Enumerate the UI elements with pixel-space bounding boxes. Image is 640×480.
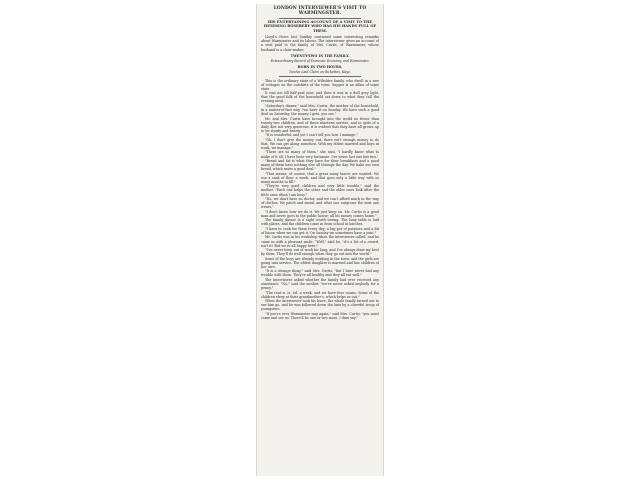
divider [279,18,361,19]
body-paragraph: "If you're ever Warminster way again," said Mrs. Curtis, "you must come and see us. There'll be one or two more, I dare say." [261,311,379,320]
body-paragraph: "Saturday's dinner," said Mrs. Curtis, the mother of the household, in a matter-of-fact way, "we have it on Sunday. We have such a good deal on Saturday, the money I gets, you see." [261,103,379,117]
divider [279,76,361,77]
body-paragraph: "I've never been out of work for long, and I've always done my best by them. They'll do well enough when they go out into the world." [261,248,379,257]
section-heading-born: BORN IN TWO HOURS. [297,64,343,69]
body-paragraph: "I have to cook for them every day; a big pot of potatoes and a bit of bacon when we can get it. On Sunday we sometimes have a joint." [261,226,379,235]
body-paragraph: "They're very good children and very little trouble," said the mother. "Each one helps the other and the elder ones look after the little ones when I am busy." [261,184,379,197]
body-paragraph: "That means, of course, that a great many loaves are wanted. We use a sack of flour a week, and that goes only a little way with so many mouths to fill." [261,171,379,184]
body-paragraph: The family dinner is a sight worth seeing. The long table is laid with plates, and the children come in from school in batches. [261,218,379,227]
body-paragraph: "No, we don't have no doctor, and we can't afford much in the way of clothes. We patch and mend, and what one outgrows the next one wears." [261,197,379,210]
body-paragraph: Mr. and Mrs. Curtis have brought into the world no fewer than twenty-two children, and of these nineteen survive, and in spite of a daily diet not very generous, it is evident that they have all grown up to be sturdy and hearty. [261,116,379,133]
article-headline: LONDON INTERVIEWER'S VISIT TO WARMINGSTER. [273,6,367,16]
article-deck: HIS ENTERTAINING ACCOUNT OF A VISIT TO THE HEMMING ROSEBERY WHO HAS HIS HANDS FULL OF THEM. [263,20,377,33]
body-paragraph: "There are so many of them," she said, "I hardly know what to make of it all. I have been very fortunate. I've never lost one but two." [261,150,379,159]
section-note-born: Twelve Laid Claim on Rickettes, Kaye. [289,70,351,74]
body-paragraph: When the interviewer took his leave, the whole family turned out to see him go, and he was followed down the lane by a cheerful troop of youngsters. [261,299,379,312]
section-note-family: Extraordinary Record of Domestic Economy and Warminster. [270,58,370,63]
body-paragraph: The interviewer asked whether the family had ever received any assistance. "No," said the mother, "we've never asked anybody for a penny." [261,277,379,291]
body-paragraph: This is the ordinary state of a Wiltshire family, who dwell in a row of cottages on the outskirts of the town. Supper is an affair of some state. [261,78,379,91]
body-paragraph: "Bread and fat is what they have for their breakfasts and a good many of them have nothing else all through the day. We bake our own bread, which saves a good deal." [261,159,379,172]
body-paragraph: "I don't know how we do it. We just keep on. Mr. Curtis is a good man and never goes to the public house; all his money comes home." [261,209,379,218]
body-paragraph: "Oh, I don't give the money out, there isn't enough money to do that. We can get along somehow. With my eldest married and boys at work, we manage." [261,137,379,150]
body-paragraph: It was not till half-past nine, and then it was in a dull grey light, that the good folk of the household sat down to what they call the evening meal. [261,91,379,104]
body-paragraph: "It is a strange thing," said Mrs. Curtis, "but I have never had any trouble with them. They're all healthy and they all eat well." [261,269,379,278]
newspaper-column [256,4,384,476]
body-paragraph: "It is wonderful, and yet I can't tell you how I manage." [265,133,358,138]
body-paragraph: Some of the boys are already working in the town, and the girls are going into service. The eldest daughter is married and has children of her own. [261,256,379,269]
intro-paragraph: Lloyd's News last Sunday contained some interesting remarks about Warminster and its labour. The interviewer gives an account of a visit paid to the family of Mrs. Curtis, of Warminster, whose husband is a chair-maker. [261,35,379,52]
body-paragraph: Mr. Curtis was in his workshop when the interviewer called, and he came in with a pleasant smile. "Well," said he, "it's a bit of a crowd, isn't it? But we're all happy here." [261,235,379,248]
article-body [261,79,379,321]
section-heading-family: TWENTY-TWO IN THE FAMILY. [290,53,350,58]
body-paragraph: "The rent is 2s. 6d. a week, and we have four rooms. Some of the children sleep at their grandmother's, which helps us out." [261,290,379,299]
